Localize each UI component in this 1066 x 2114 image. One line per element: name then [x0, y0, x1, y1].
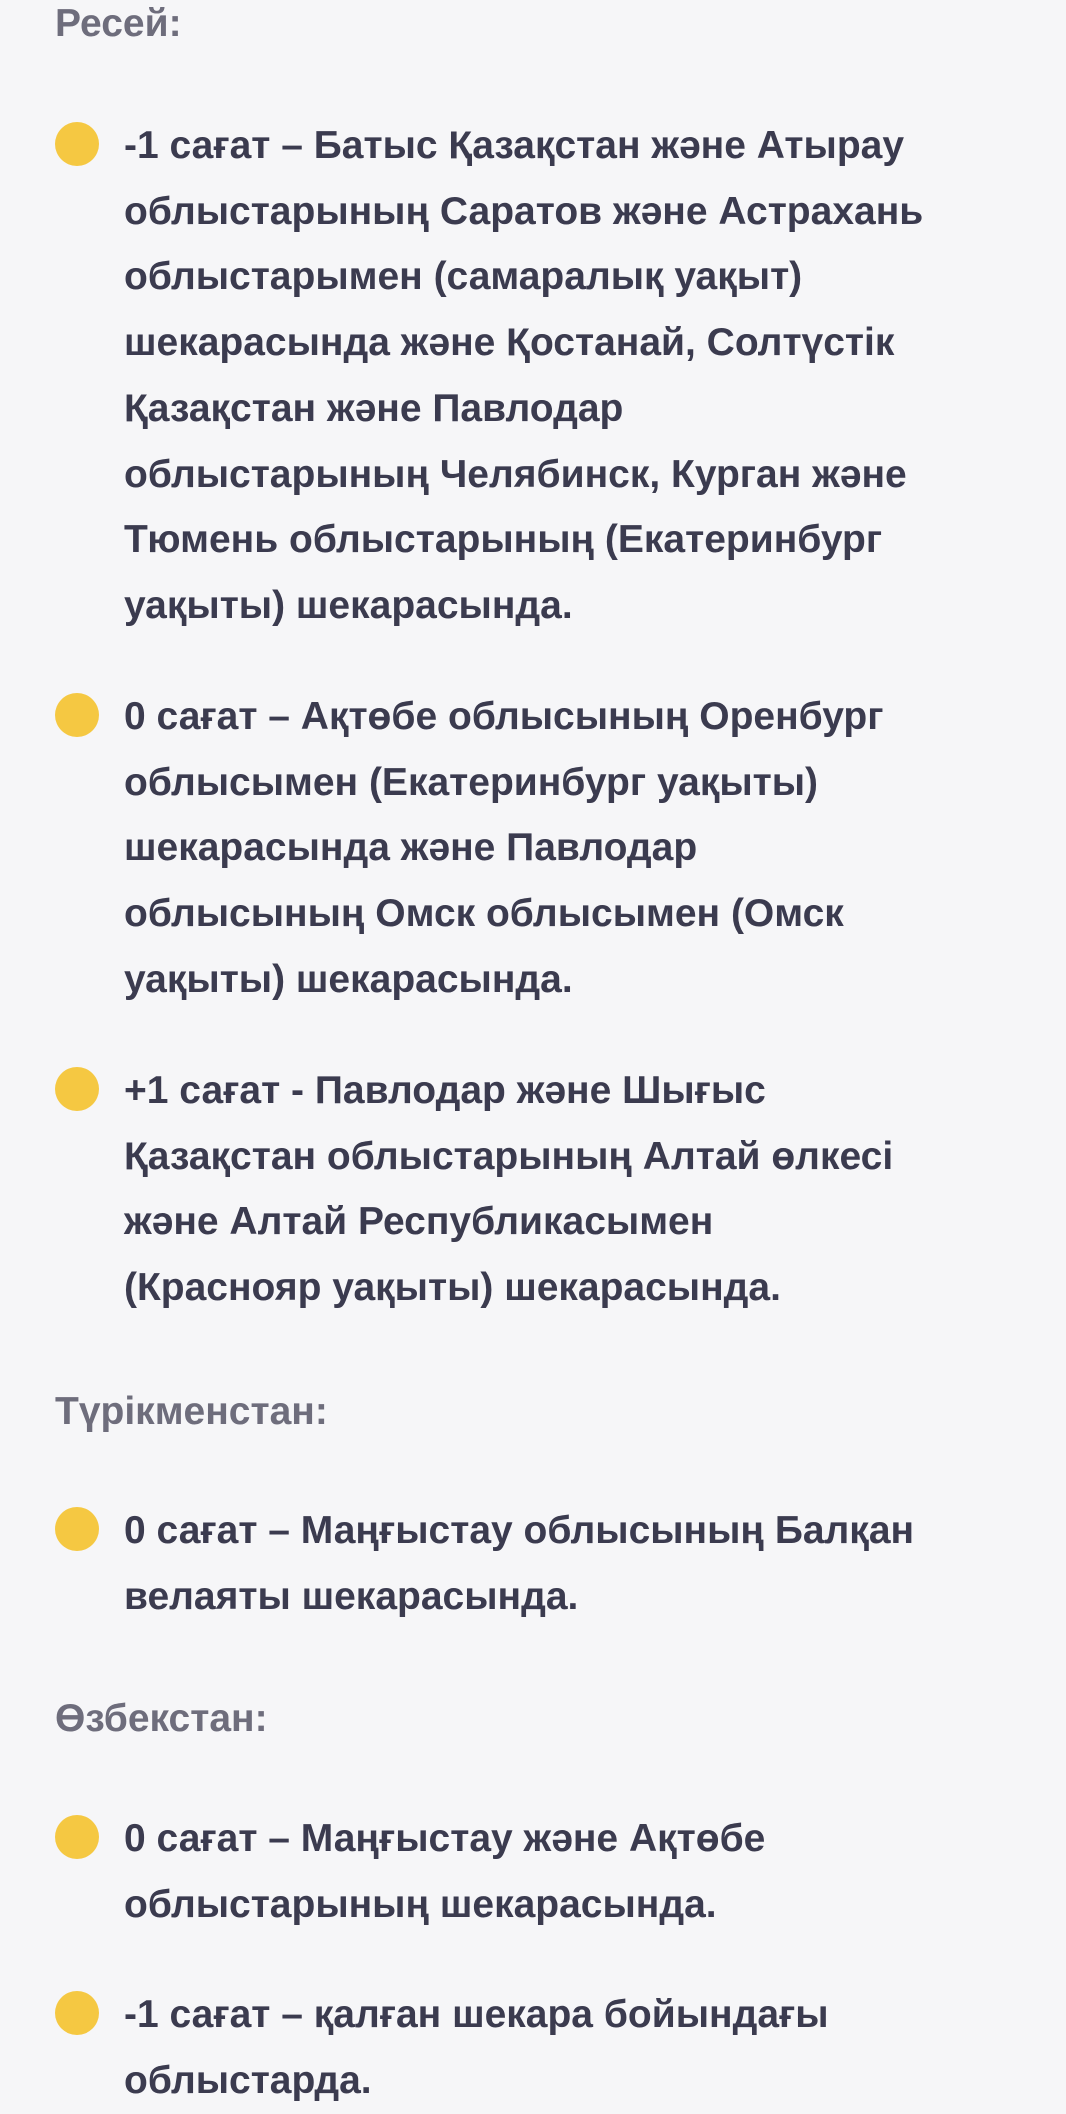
section-heading: Түрікменстан:: [55, 1390, 328, 1433]
section-heading: Өзбекстан:: [55, 1697, 268, 1740]
list-item-text: +1 сағат - Павлодар және Шығыс Қазақстан облыстарының Алтай өлкесі және Алтай Республикасымен (Краснояр уақыты) шекарасында.: [124, 1069, 894, 1310]
bullet-dot-icon: [55, 1067, 99, 1111]
bullet-dot-icon: [55, 1507, 99, 1551]
list-item-text: 0 сағат – Маңғыстау облысының Балқан велаяты шекарасында.: [124, 1509, 915, 1618]
list-item-text: 0 сағат – Маңғыстау және Ақтөбе облыстарының шекарасында.: [124, 1817, 766, 1926]
list-item-text: 0 сағат – Ақтөбе облысының Оренбург облысымен (Екатеринбург уақыты) шекарасында және Павлодар облысының Омск облысымен (Омск уақыты) шекарасында.: [124, 695, 884, 1001]
bullet-dot-icon: [55, 122, 99, 166]
bullet-dot-icon: [55, 1991, 99, 2035]
section-heading: Ресей:: [55, 2, 182, 45]
bullet-dot-icon: [55, 693, 99, 737]
bullet-dot-icon: [55, 1815, 99, 1859]
list-item-text: -1 сағат – Батыс Қазақстан және Атырау облыстарының Саратов және Астрахань облыстарымен (самаралық уақыт) шекарасында және Қостанай, Солтүстік Қазақстан және Павлодар облыстарының Челябинск, Курган және Тюмень облыстарының (Екатеринбург уақыты) шекарасында.: [124, 124, 924, 627]
list-item-text: -1 сағат – қалған шекара бойындағы облыстарда.: [124, 1993, 829, 2102]
